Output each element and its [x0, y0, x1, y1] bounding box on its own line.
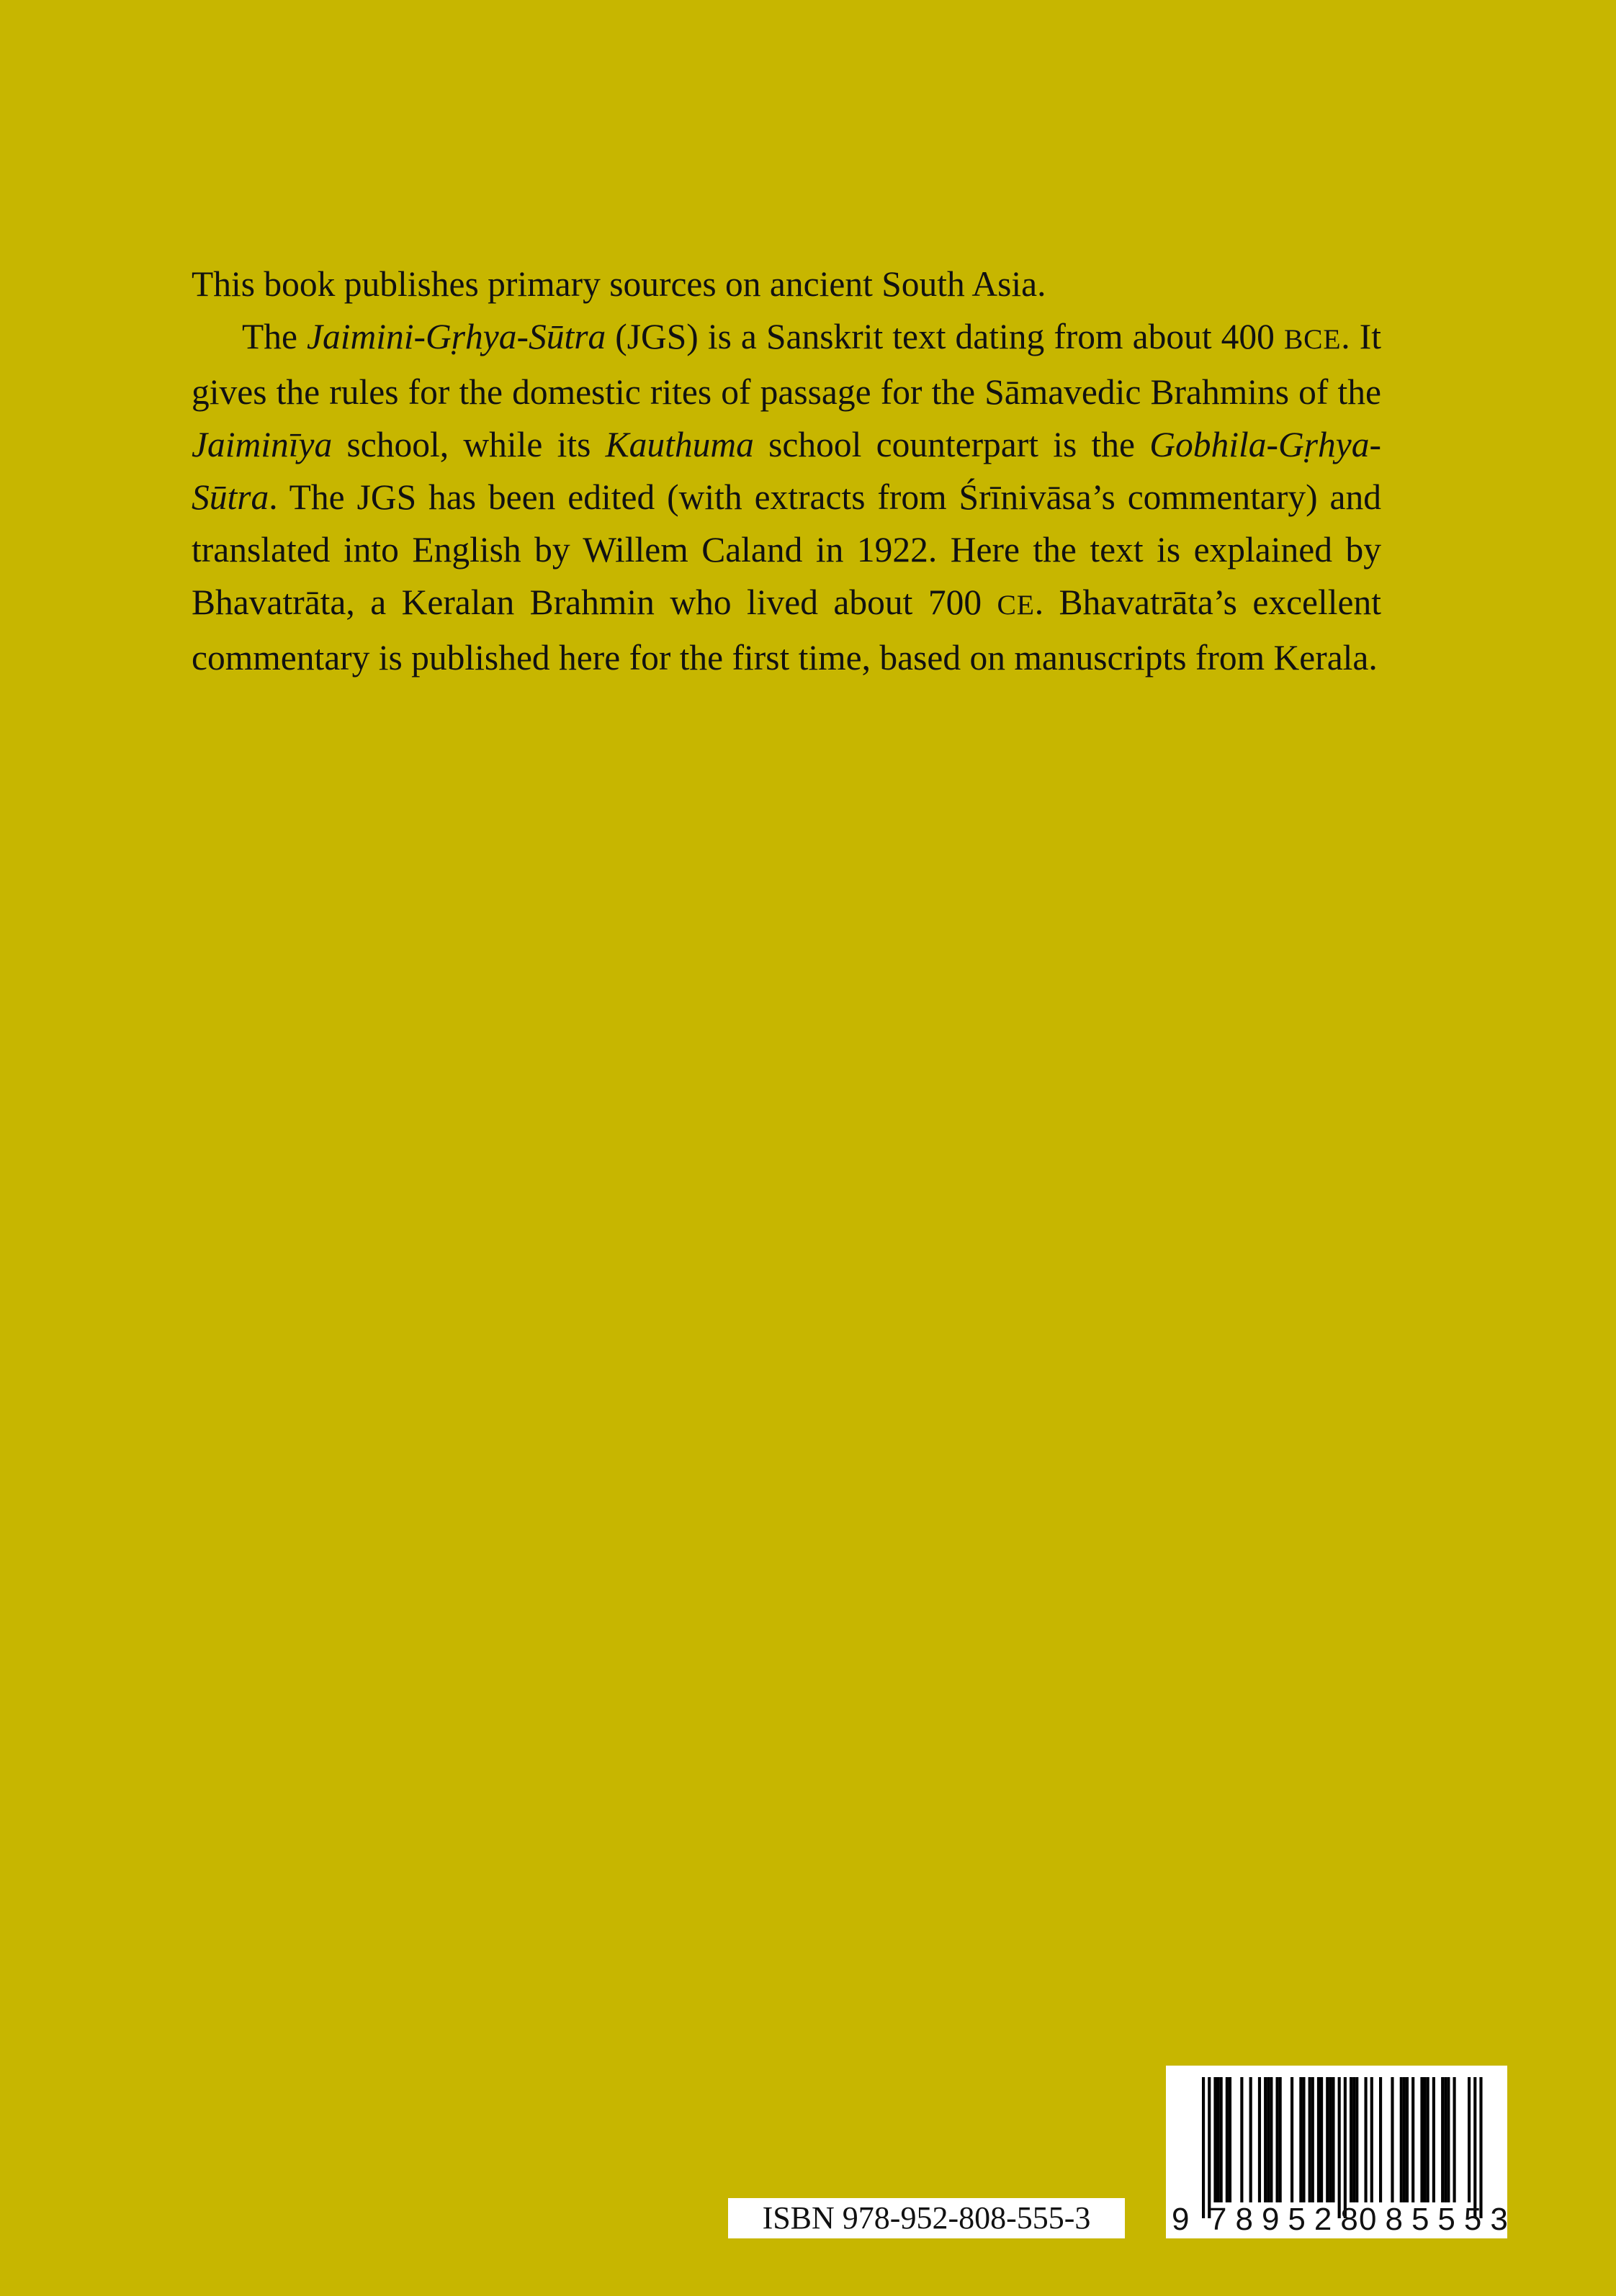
term-kauthuma: Kauthuma: [605, 425, 754, 464]
barcode-bar: [1229, 2077, 1231, 2202]
blurb-text-4: school, while its: [332, 425, 606, 464]
barcode-bar: [1308, 2077, 1311, 2202]
barcode-bar: [1290, 2077, 1293, 2202]
barcode-bar: [1264, 2077, 1267, 2202]
blurb-description: [192, 310, 1381, 684]
barcode-bar: [1213, 2077, 1216, 2202]
barcode-bar: [1403, 2077, 1406, 2202]
barcode-bar: [1217, 2077, 1220, 2202]
barcode-bar: [1249, 2077, 1252, 2202]
barcode-bar: [1379, 2077, 1382, 2202]
barcode-bar: [1420, 2077, 1423, 2202]
barcode-bar: [1453, 2077, 1456, 2202]
barcode-bar: [1240, 2077, 1243, 2202]
blurb-intro: This book publishes primary sources on ancient South Asia.: [192, 264, 1046, 304]
barcode-bar: [1352, 2077, 1355, 2202]
barcode-bar: [1370, 2077, 1373, 2202]
barcode-bar: [1320, 2077, 1323, 2202]
barcode-digit-first: 9: [1172, 2202, 1190, 2237]
barcode-bar: [1441, 2077, 1444, 2202]
barcode-bar: [1267, 2077, 1270, 2202]
blurb-text-7: . Bhavatrāta’s excellent commentary is published here for the first time, based on manuscripts from Kerala.: [192, 582, 1381, 677]
barcode-bar: [1400, 2077, 1403, 2202]
blurb-text-5: school counterpart is the: [753, 425, 1150, 464]
blurb-text-3: . It gives the rules for the domestic rites of passage for the Sāmavedic Brahmins of the: [192, 317, 1381, 412]
barcode-bar: [1332, 2077, 1334, 2202]
barcode-guard-bar: [1473, 2077, 1476, 2218]
barcode-bar: [1432, 2077, 1435, 2202]
blurb-text-6: . The JGS has been edited (with extracts from Śrīnivāsa’s commentary) and translated into English by Willem Caland in 1922. Here the text is explained by Bhavatrāta, a Keralan Brahmin who lived about 700: [192, 477, 1381, 622]
isbn-label: ISBN 978-952-808-555-3: [728, 2198, 1125, 2238]
barcode-bar: [1365, 2077, 1368, 2202]
title-gobhila-grhya-sutra: Gobhila-Gṛhya-Sūtra: [192, 425, 1381, 517]
barcode-bar: [1355, 2077, 1358, 2202]
barcode-bar: [1444, 2077, 1447, 2202]
barcode-bar: [1226, 2077, 1229, 2202]
blurb-text-1: The: [242, 317, 308, 356]
era-bce: BCE: [1283, 323, 1342, 355]
barcode-guard-bar: [1479, 2077, 1482, 2218]
barcode-bar: [1276, 2077, 1279, 2202]
barcode-guard-bar: [1344, 2077, 1347, 2218]
barcode: [1166, 2066, 1517, 2238]
barcode-bar: [1270, 2077, 1272, 2202]
barcode-bar: [1427, 2077, 1429, 2202]
barcode-bar: [1468, 2077, 1471, 2202]
barcode-bar: [1302, 2077, 1305, 2202]
barcode-bar: [1350, 2077, 1352, 2202]
back-cover-blurb: [192, 258, 1381, 684]
barcode-bar: [1447, 2077, 1450, 2202]
barcode-guard-bar: [1208, 2077, 1211, 2218]
barcode-bar: [1424, 2077, 1427, 2202]
blurb-text-2: (JGS) is a Sanskrit text dating from about 400: [606, 317, 1284, 356]
barcode-group-right: 085553: [1359, 2202, 1517, 2237]
barcode-bar: [1258, 2077, 1261, 2202]
barcode-group-left: 789528: [1209, 2202, 1367, 2237]
title-jaimini-grhya-sutra: Jaimini-Gṛhya-Sūtra: [307, 317, 606, 356]
barcode-guard-bar: [1202, 2077, 1205, 2218]
barcode-bar: [1299, 2077, 1302, 2202]
barcode-bar: [1411, 2077, 1414, 2202]
barcode-bar: [1279, 2077, 1282, 2202]
barcode-bar: [1220, 2077, 1223, 2202]
barcode-bar: [1406, 2077, 1409, 2202]
barcode-guard-bar: [1338, 2077, 1341, 2218]
term-jaiminiya: Jaiminīya: [192, 425, 333, 464]
barcode-bar: [1329, 2077, 1332, 2202]
barcode-digits: [1166, 2202, 1517, 2238]
barcode-bar: [1391, 2077, 1393, 2202]
barcode-bar: [1326, 2077, 1329, 2202]
barcode-bar: [1317, 2077, 1320, 2202]
era-ce: CE: [997, 589, 1035, 621]
barcode-bar: [1311, 2077, 1314, 2202]
